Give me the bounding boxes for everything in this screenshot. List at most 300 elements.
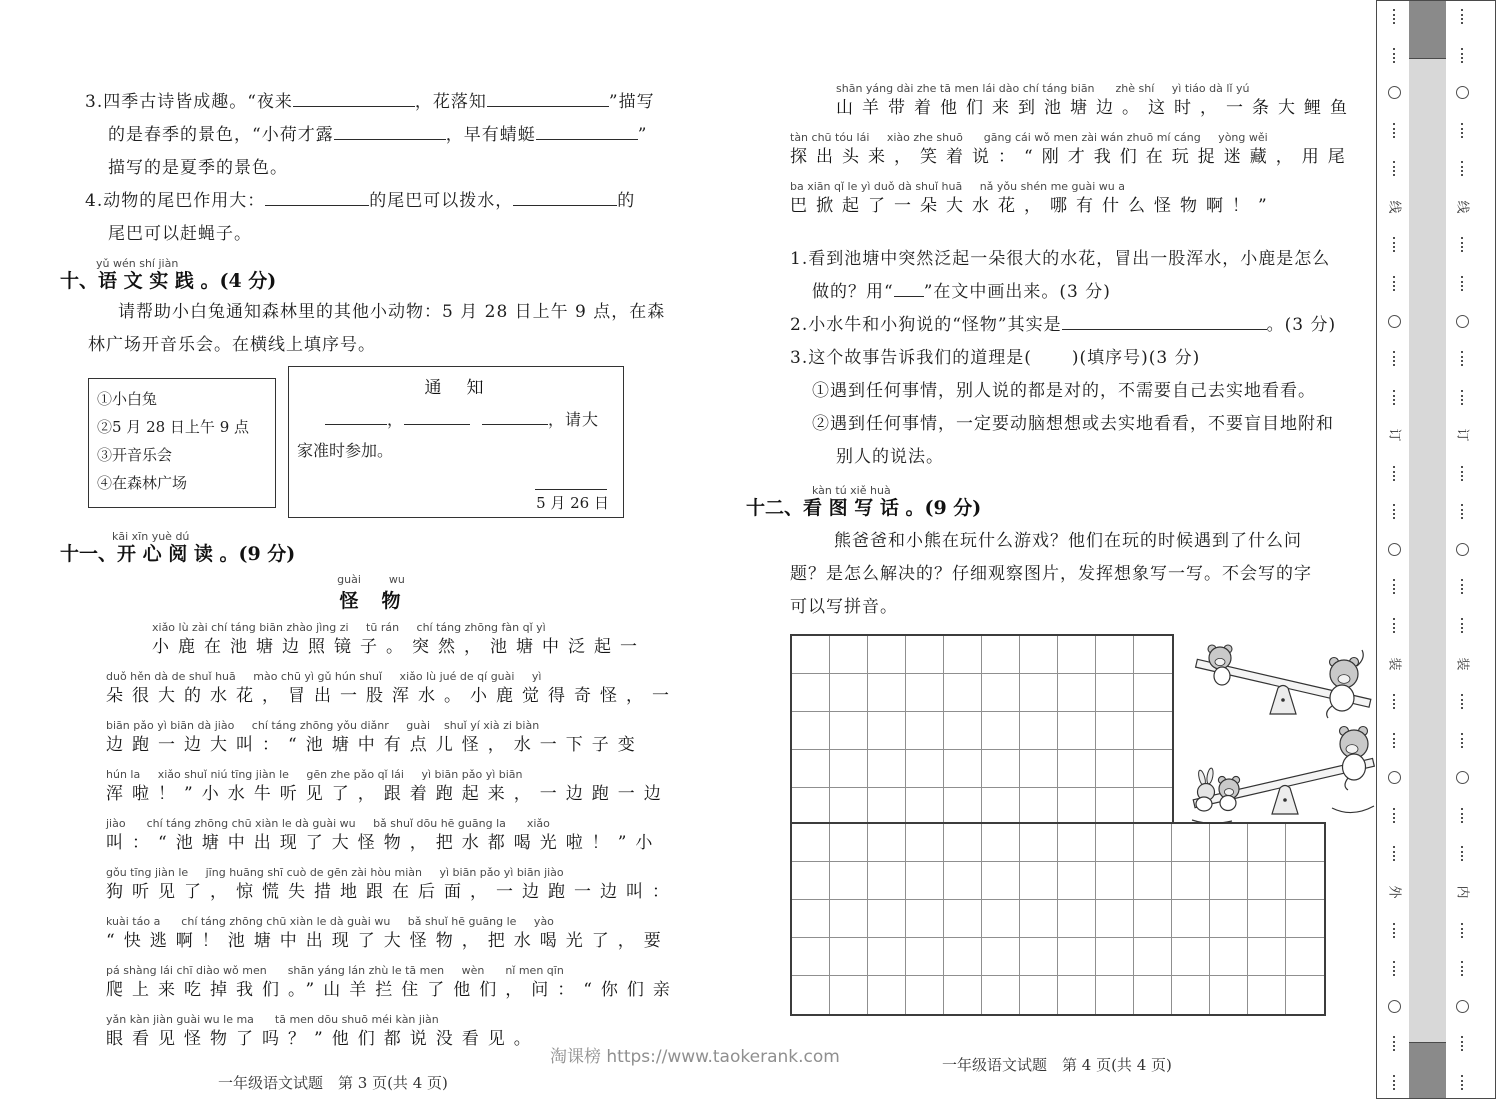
grid-cell (1020, 938, 1058, 976)
text-line (760, 375, 1410, 408)
grid-cell (792, 788, 830, 826)
grid-cell (1058, 900, 1096, 938)
punch-hole-circle (1456, 771, 1469, 784)
section-11-title: 十一、开 心 阅 读 。(9 分) (60, 543, 296, 565)
binding-dotted-segment (1461, 466, 1463, 481)
grid-cell (1096, 976, 1134, 1014)
grid-cell (792, 750, 830, 788)
binding-fold-band (1409, 1, 1446, 1098)
grid-cell (1058, 824, 1096, 862)
grid-cell (1096, 674, 1134, 712)
practice-intro (60, 296, 682, 362)
punch-hole-circle (1456, 315, 1469, 328)
answer-blank-line (513, 191, 617, 206)
pinyin-line: pá shàng lái chī diào wǒ men shān yáng lán zhù le tā men wèn nǐ men qīn (106, 964, 564, 977)
binding-dotted-segment (1393, 846, 1395, 861)
rabbit-icon (1196, 768, 1215, 811)
text-line (60, 86, 682, 119)
text-line (760, 276, 1410, 309)
text-line (60, 329, 682, 362)
punch-hole-circle (1456, 1000, 1469, 1013)
grid-cell (906, 712, 944, 750)
reading-title-pinyin: guài wu (337, 573, 405, 586)
grid-cell (1286, 824, 1324, 862)
text-segment: 的 (617, 191, 636, 211)
writing-intro (760, 525, 1410, 624)
options-box (88, 378, 276, 508)
punch-hole-circle (1456, 543, 1469, 556)
grid-cell (868, 788, 906, 826)
notice-title: 通 知 (424, 378, 488, 398)
notice-option-item: ③开音乐会 (97, 446, 173, 464)
exam-page-3 (60, 0, 682, 1093)
reading-passage-continued (790, 82, 1410, 229)
grid-cell (1134, 674, 1172, 712)
grid-cell (944, 788, 982, 826)
binding-dotted-segment (1393, 923, 1395, 938)
grid-cell (1248, 976, 1286, 1014)
reading-title-hanzi: 怪 物 (339, 590, 403, 612)
binding-line-left (1385, 9, 1403, 1090)
binding-dotted-segment (1461, 961, 1463, 976)
grid-cell (868, 900, 906, 938)
grid-cell (906, 824, 944, 862)
grid-cell (1172, 862, 1210, 900)
text-segment: 3.四季古诗皆成趣。“夜来 (85, 92, 293, 112)
grid-cell (944, 712, 982, 750)
section-11-heading (60, 530, 682, 565)
pinyin-line: gǒu tīng jiàn le jīng huāng shī cuò de gēn zài hòu miàn yì biān pǎo yì biān jiào (106, 866, 564, 879)
binding-line-right (1453, 9, 1471, 1090)
seesaw-scene-1 (1196, 645, 1371, 718)
grid-cell (944, 824, 982, 862)
notice-box (288, 366, 624, 518)
page-3-footer: 一年级语文试题 第 3 页(共 4 页) (218, 1074, 448, 1092)
text-segment: 可以写拼音。 (790, 597, 898, 617)
binding-dotted-segment (1461, 123, 1463, 138)
text-segment: ，早有蜻蜓 (445, 125, 536, 145)
text-line (760, 591, 1410, 624)
grid-cell (944, 674, 982, 712)
grid-cell (792, 824, 830, 862)
grid-cell (1020, 750, 1058, 788)
answer-blank-line (1062, 315, 1267, 330)
binding-dotted-segment (1461, 1036, 1463, 1051)
binding-dotted-segment (1393, 579, 1395, 594)
binding-dotted-segment (1393, 123, 1395, 138)
grid-cell (1096, 938, 1134, 976)
grid-cell (830, 712, 868, 750)
motion-line (1332, 806, 1374, 813)
grid-cell (906, 862, 944, 900)
fill-in-questions (60, 86, 682, 251)
grid-cell (944, 862, 982, 900)
reading-line (106, 817, 682, 866)
grid-cell (868, 976, 906, 1014)
grid-cell (868, 862, 906, 900)
grid-cell (792, 976, 830, 1014)
text-segment: 描写的是夏季的景色。 (108, 158, 288, 178)
grid-cell (1134, 862, 1172, 900)
grid-cell (982, 750, 1020, 788)
text-line (60, 218, 682, 251)
hanzi-line: 山羊带着他们来到池塘边。这时，一条大鲤鱼 (836, 98, 1356, 118)
grid-cell (1248, 824, 1286, 862)
grid-cell (830, 938, 868, 976)
hanzi-line: 叫：“池塘中出现了大怪物，把水都喝光啦！”小 (106, 833, 662, 853)
grid-cell (1134, 750, 1172, 788)
binding-dotted-segment (1461, 846, 1463, 861)
punch-hole-circle (1388, 543, 1401, 556)
hanzi-line: 边跑一边大叫：“池塘中有点儿怪，水一下子变 (106, 735, 644, 755)
grid-cell (792, 636, 830, 674)
text-segment: 的是春季的景色，“小荷才露 (108, 125, 334, 145)
grid-cell (1172, 824, 1210, 862)
answer-blank-line (487, 92, 609, 107)
grid-cell (868, 636, 906, 674)
pinyin-line: xiǎo lù zài chí táng biān zhào jìng zi tū rán chí táng zhōng fàn qǐ yì (152, 621, 546, 634)
grid-cell (1096, 862, 1134, 900)
grid-cell (1134, 976, 1172, 1014)
binding-dotted-segment (1393, 466, 1395, 481)
answer-blank-line (265, 191, 369, 206)
grid-cell (1172, 976, 1210, 1014)
text-segment: ”在文中画出来。(3 分) (923, 282, 1111, 302)
text-segment: ，请大 (548, 410, 600, 429)
grid-cell (906, 750, 944, 788)
grid-cell (1134, 788, 1172, 826)
notice-body: 家准时参加。 (297, 441, 394, 460)
notice-date: 5 月 26 日 (536, 494, 609, 512)
binding-char: 线 (1386, 200, 1402, 214)
text-segment: 题？是怎么解决的？仔细观察图片，发挥想象写一写。不会写的字 (790, 564, 1312, 584)
grid-cell (1248, 900, 1286, 938)
text-segment: ” (637, 125, 648, 145)
grid-cell (1134, 636, 1172, 674)
text-segment: ①遇到任何事情，别人说的都是对的，不需要自己去实地看看。 (812, 381, 1316, 401)
answer-blank-line (325, 411, 387, 425)
binding-char: 线 (1454, 200, 1470, 214)
grid-cell (906, 674, 944, 712)
text-segment: 尾巴可以赶蝇子。 (108, 224, 252, 244)
watermark-link: 淘课榜 https://www.taokerank.com (550, 1047, 840, 1067)
binding-dotted-segment (1461, 48, 1463, 63)
grid-cell (982, 976, 1020, 1014)
papa-bear-icon (1340, 727, 1369, 791)
notice-option-item: ①小白兔 (97, 390, 158, 408)
reading-questions (760, 243, 1410, 474)
grid-cell (868, 824, 906, 862)
grid-cell (982, 712, 1020, 750)
binding-dotted-segment (1461, 1075, 1463, 1090)
binding-strip-area (1376, 0, 1496, 1099)
grid-cell (906, 938, 944, 976)
grid-cell (830, 750, 868, 788)
binding-dotted-segment (1393, 733, 1395, 748)
reading-line (790, 82, 1410, 131)
hanzi-line: 眼看见怪物了吗？”他们都说没看见。 (106, 1029, 540, 1049)
grid-cell (830, 976, 868, 1014)
grid-cell (1248, 862, 1286, 900)
binding-dotted-segment (1393, 808, 1395, 823)
text-line (60, 119, 682, 152)
binding-dotted-segment (1461, 237, 1463, 252)
section-10-heading (60, 257, 682, 292)
grid-cell (1020, 788, 1058, 826)
answer-blank-line (536, 125, 638, 140)
grid-cell (1058, 976, 1096, 1014)
text-line (760, 309, 1410, 342)
notice-exercise (60, 366, 682, 518)
grid-cell (1058, 636, 1096, 674)
binding-dotted-segment (1461, 351, 1463, 366)
binding-dotted-segment (1461, 579, 1463, 594)
grid-cell (982, 674, 1020, 712)
section-11-pinyin: kāi xīn yuè dú (112, 530, 190, 543)
text-segment: ，花落知 (414, 92, 487, 112)
grid-cell (1286, 976, 1324, 1014)
reading-line (106, 768, 682, 817)
grid-cell (1058, 862, 1096, 900)
spacing-gap (1032, 353, 1072, 363)
text-segment: ②遇到任何事情，一定要动脑想想或去实地看看，不要盲目地附和 (812, 414, 1334, 434)
section-12-pinyin: kàn tú xiě huà (812, 484, 891, 497)
grid-cell (1134, 900, 1172, 938)
text-segment: 2.小水牛和小狗说的“怪物”其实是 (790, 315, 1062, 335)
reading-line (790, 131, 1410, 180)
grid-cell (830, 824, 868, 862)
grid-cell (1058, 674, 1096, 712)
writing-grid-top (790, 634, 1174, 828)
pinyin-line: yǎn kàn jiàn guài wu le ma tā men dōu shuō méi kàn jiàn (106, 1013, 439, 1026)
hanzi-line: “快逃啊！池塘中出现了大怪物，把水喝光了，要 (106, 931, 670, 951)
text-segment: )(填序号)(3 分) (1071, 348, 1201, 368)
grid-cell (792, 712, 830, 750)
hanzi-line: 浑啦！”小水牛听见了，跟着跑起来，一边跑一边 (106, 784, 670, 804)
hanzi-line: 小鹿在池塘边照镜子。突然，池塘中泛起一 (152, 637, 646, 657)
binding-dotted-segment (1461, 618, 1463, 633)
pinyin-line: duǒ hěn dà de shuǐ huā mào chū yì gǔ hún shuǐ xiǎo lù jué de qí guài yì (106, 670, 542, 683)
text-line (760, 342, 1410, 375)
grid-cell (1096, 900, 1134, 938)
grid-cell (868, 750, 906, 788)
bear-cub-icon (1208, 645, 1232, 685)
text-line (760, 408, 1410, 441)
grid-cell (792, 674, 830, 712)
binding-dotted-segment (1461, 733, 1463, 748)
grid-cell (1096, 636, 1134, 674)
binding-dotted-segment (1393, 504, 1395, 519)
notice-signature-line (535, 475, 607, 490)
grid-cell (906, 788, 944, 826)
binding-dotted-segment (1393, 390, 1395, 405)
binding-dotted-segment (1461, 923, 1463, 938)
text-line (760, 441, 1410, 474)
hanzi-line: 狗听见了，惊慌失措地跟在后面，一边跑一边叫： (106, 882, 678, 902)
section-12-heading (746, 484, 1410, 519)
text-segment: 别人的说法。 (836, 447, 944, 467)
grid-cell (944, 750, 982, 788)
binding-dotted-segment (1393, 237, 1395, 252)
binding-dotted-segment (1461, 390, 1463, 405)
grid-cell (1134, 824, 1172, 862)
grid-cell (982, 824, 1020, 862)
grid-cell (1058, 788, 1096, 826)
answer-blank-line (404, 411, 470, 425)
pinyin-line: hún la xiǎo shuǐ niú tīng jiàn le gēn zhe pǎo qǐ lái yì biān pǎo yì biān (106, 768, 523, 781)
text-segment: 的尾巴可以拨水， (369, 191, 514, 211)
binding-dotted-segment (1393, 351, 1395, 366)
grid-cell (944, 976, 982, 1014)
binding-dotted-segment (1461, 9, 1463, 24)
grid-cell (830, 788, 868, 826)
binding-dotted-segment (1461, 694, 1463, 709)
text-segment: 。(3 分) (1266, 315, 1337, 335)
text-line (60, 296, 682, 329)
reading-line (106, 866, 682, 915)
grid-cell (1020, 636, 1058, 674)
binding-char: 装 (1386, 657, 1402, 671)
binding-char: 内 (1454, 885, 1470, 899)
grid-cell (1134, 712, 1172, 750)
binding-dotted-segment (1393, 276, 1395, 291)
pinyin-line: ba xiān qǐ le yì duǒ dà shuǐ huā nǎ yǒu shén me guài wu a (790, 180, 1125, 193)
grid-cell (1172, 900, 1210, 938)
text-line (60, 152, 682, 185)
grid-cell (906, 900, 944, 938)
spacing-gap (470, 415, 482, 425)
grid-cell (792, 900, 830, 938)
grid-cell (1210, 900, 1248, 938)
seesaw-illustration (1182, 632, 1392, 828)
hanzi-line: 朵很大的水花，冒出一股浑水。小鹿觉得奇怪，一 (106, 686, 678, 706)
grid-cell (982, 900, 1020, 938)
section-12-title: 十二、看 图 写 话 。(9 分) (746, 497, 982, 519)
grid-cell (944, 938, 982, 976)
binding-char: 订 (1454, 428, 1470, 442)
grid-cell (1134, 938, 1172, 976)
grid-cell (792, 938, 830, 976)
text-segment: 3.这个故事告诉我们的道理是( (790, 348, 1032, 368)
pinyin-line: tàn chū tóu lái xiào zhe shuō gāng cái wǒ men zài wán zhuō mí cáng yòng wěi (790, 131, 1268, 144)
binding-dotted-segment (1461, 161, 1463, 176)
grid-cell (1058, 750, 1096, 788)
answer-blank-line (293, 92, 415, 107)
text-line (760, 243, 1410, 276)
grid-cell (868, 938, 906, 976)
grid-cell (792, 862, 830, 900)
bear-cub-icon (1218, 776, 1239, 810)
binding-dotted-segment (1393, 618, 1395, 633)
binding-char: 外 (1386, 885, 1402, 899)
pinyin-line: biān pǎo yì biān dà jiào chí táng zhōng yǒu diǎnr guài shuǐ yí xià zi biàn (106, 719, 540, 732)
fold-band-dark-cap (1409, 1042, 1446, 1098)
grid-cell (1058, 938, 1096, 976)
grid-cell (1020, 674, 1058, 712)
text-segment: 请帮助小白兔通知森林里的其他小动物：5 月 28 日上午 9 点，在森 (118, 302, 666, 322)
page-4-footer: 一年级语文试题 第 4 页(共 4 页) (942, 1056, 1172, 1074)
grid-cell (982, 938, 1020, 976)
writing-grid (790, 634, 1410, 1024)
reading-line (106, 719, 682, 768)
grid-cell (1210, 976, 1248, 1014)
grid-cell (1172, 938, 1210, 976)
binding-dotted-segment (1393, 48, 1395, 63)
grid-cell (1286, 938, 1324, 976)
grid-cell (1286, 900, 1324, 938)
reading-line (106, 915, 682, 964)
grid-cell (906, 636, 944, 674)
grid-cell (1020, 862, 1058, 900)
text-segment: 做的？用“ (812, 282, 894, 302)
reading-line (106, 964, 682, 1013)
grid-cell (944, 636, 982, 674)
notice-blank-line (325, 410, 623, 430)
text-segment: 林广场开音乐会。在横线上填序号。 (88, 335, 376, 355)
text-segment: ”描写 (608, 92, 655, 112)
grid-cell (1096, 750, 1134, 788)
text-line (60, 185, 682, 218)
answer-blank-line (334, 125, 446, 140)
grid-cell (1020, 976, 1058, 1014)
section-10-title: 十、语 文 实 践 。(4 分) (60, 270, 277, 292)
grid-cell (830, 862, 868, 900)
pinyin-line: jiào chí táng zhōng chū xiàn le dà guài wu bǎ shuǐ dōu hē guāng la xiǎo (106, 817, 550, 830)
grid-cell (1096, 788, 1134, 826)
grid-cell (1248, 938, 1286, 976)
reading-title (60, 573, 682, 613)
exam-page-4 (746, 0, 1410, 1075)
reading-line (106, 621, 682, 670)
binding-dotted-segment (1393, 9, 1395, 24)
writing-grid-bottom (790, 822, 1326, 1016)
grid-cell (982, 862, 1020, 900)
grid-cell (1210, 824, 1248, 862)
answer-blank-line (482, 411, 548, 425)
hanzi-line: 探出头来，笑着说：“刚才我们在玩捉迷藏，用尾 (790, 147, 1354, 167)
grid-cell (1210, 862, 1248, 900)
reading-passage (106, 621, 682, 1062)
grid-cell (1020, 824, 1058, 862)
fold-band-dark-cap (1409, 1, 1446, 59)
binding-dotted-segment (1393, 961, 1395, 976)
seesaw-scene-2 (1192, 727, 1374, 824)
binding-char: 订 (1386, 428, 1402, 442)
grid-cell (830, 674, 868, 712)
grid-cell (1020, 900, 1058, 938)
reading-line (106, 670, 682, 719)
grid-cell (830, 636, 868, 674)
binding-char: 装 (1454, 657, 1470, 671)
binding-dotted-segment (1393, 1075, 1395, 1090)
binding-dotted-segment (1461, 808, 1463, 823)
grid-cell (1096, 712, 1134, 750)
text-segment: 熊爸爸和小熊在玩什么游戏？他们在玩的时候遇到了什么问 (834, 531, 1302, 551)
pinyin-line: kuài táo a chí táng zhōng chū xiàn le dà guài wu bǎ shuǐ hē guāng le yào (106, 915, 554, 928)
grid-cell (1020, 712, 1058, 750)
grid-cell (906, 976, 944, 1014)
pinyin-line: shān yáng dài zhe tā men lái dào chí táng biān zhè shí yì tiáo dà lǐ yú (836, 82, 1250, 95)
grid-cell (1058, 712, 1096, 750)
motion-line (1192, 820, 1232, 823)
binding-dotted-segment (1393, 161, 1395, 176)
text-segment: 4.动物的尾巴作用大： (85, 191, 266, 211)
grid-cell (1210, 938, 1248, 976)
text-segment: ， (387, 410, 405, 429)
grid-cell (868, 712, 906, 750)
grid-cell (830, 900, 868, 938)
binding-dotted-segment (1461, 504, 1463, 519)
